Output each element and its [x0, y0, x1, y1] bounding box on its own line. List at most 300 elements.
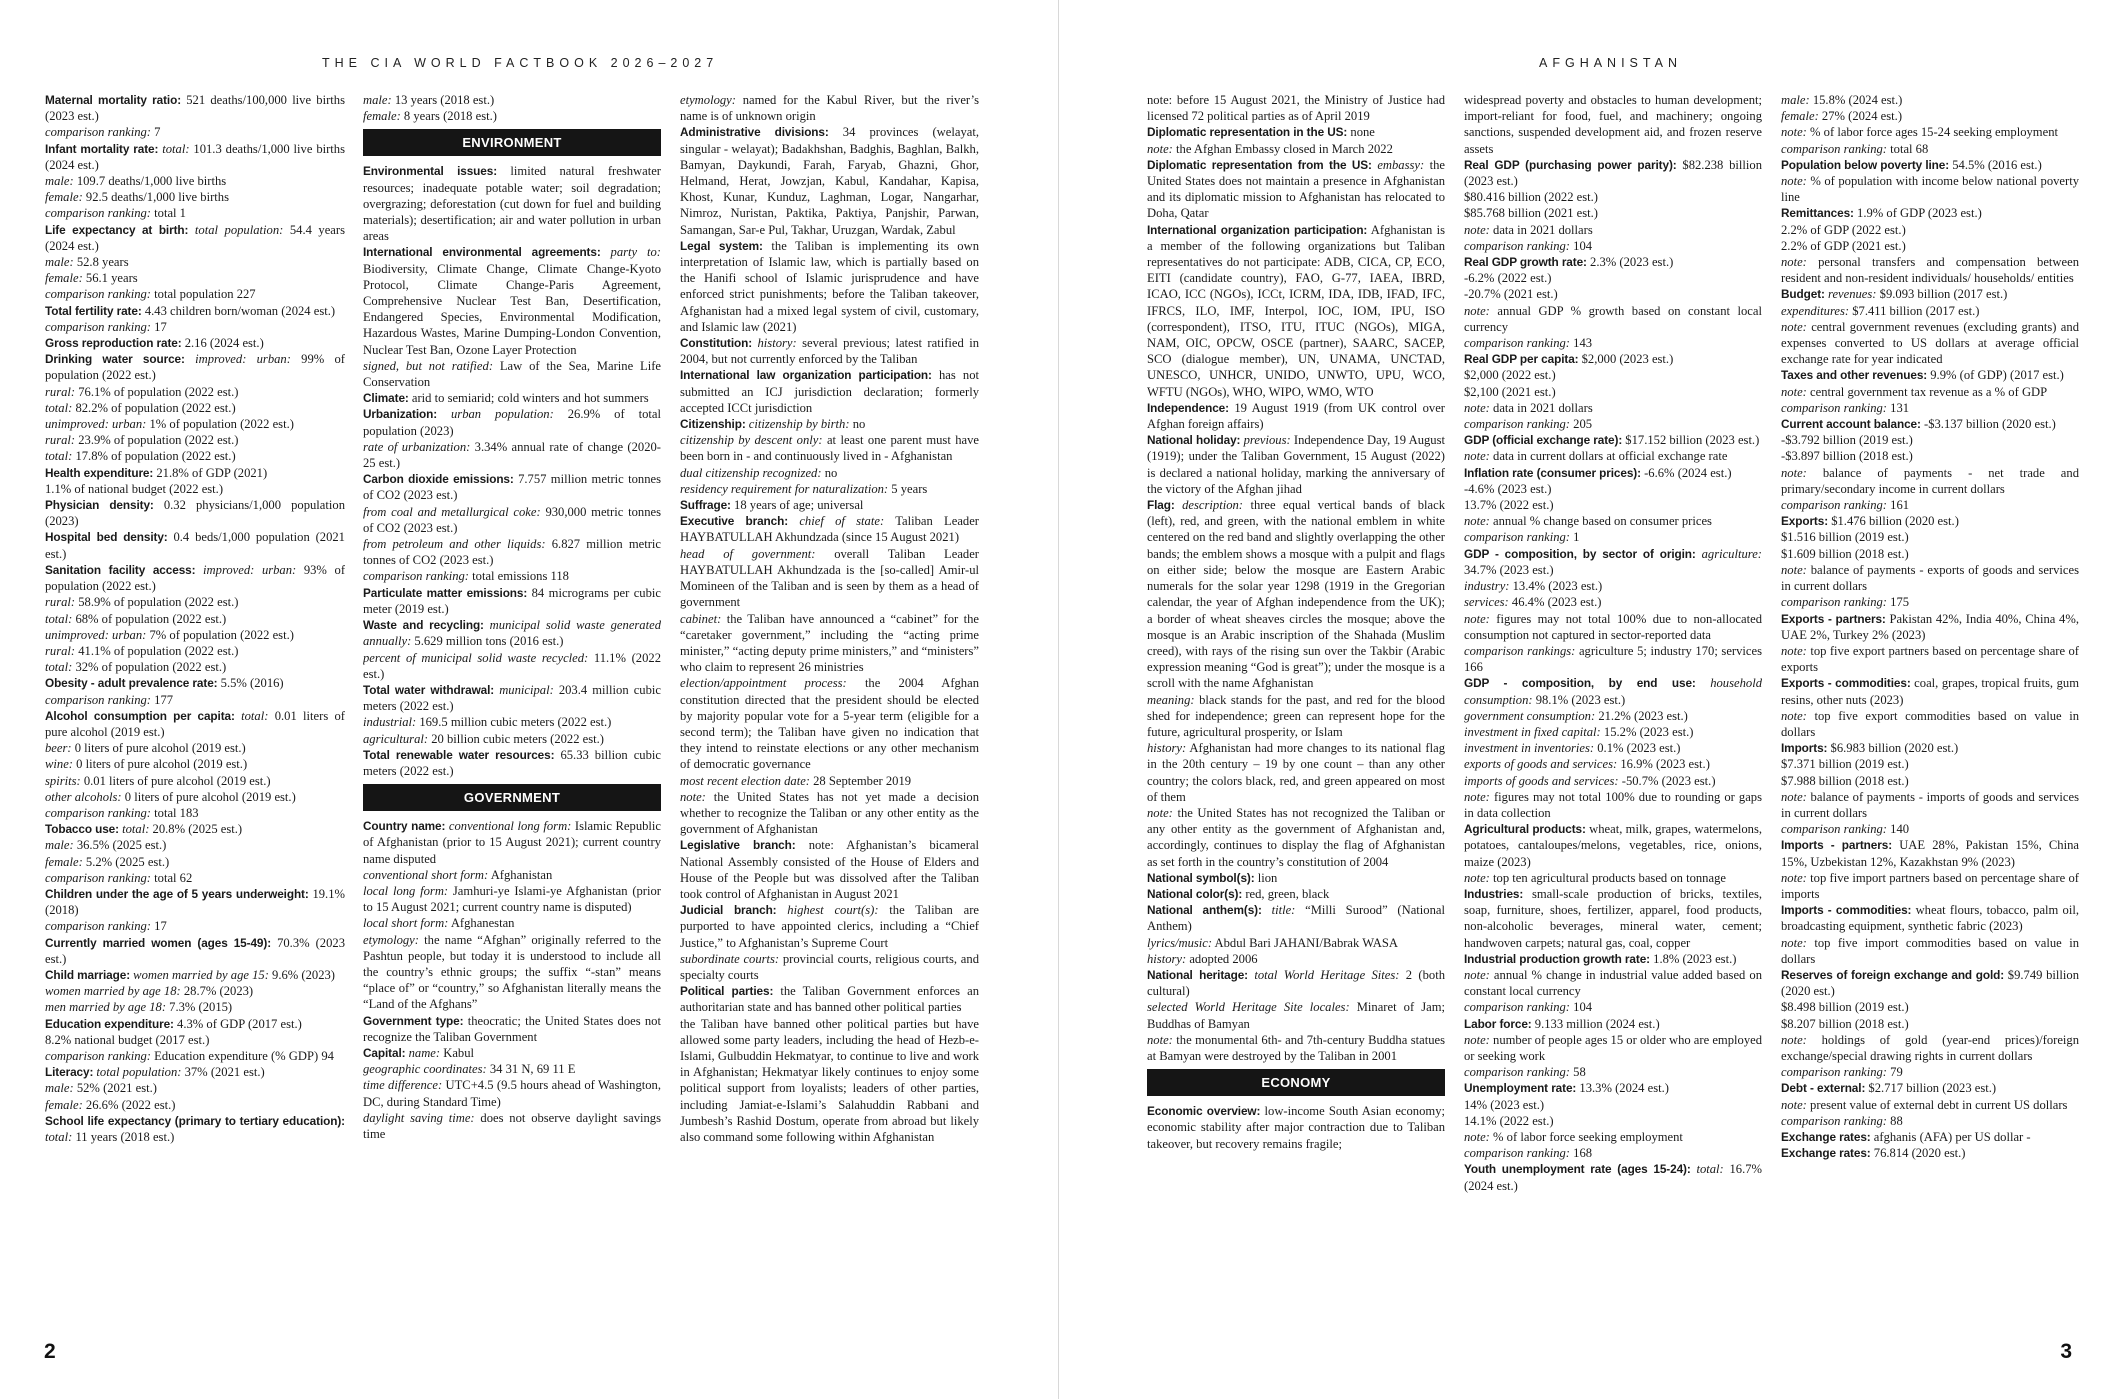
entry-text: $2,000 (2023 est.) [1578, 352, 1674, 367]
entry-detail [45, 999, 345, 1015]
entry-detail [1781, 173, 2079, 205]
entry-sublabel: women married by age 15: [130, 967, 269, 982]
entry-text: 28.7% (2023) [180, 984, 254, 999]
entry-text: red, green, black [1242, 886, 1330, 901]
entry [1781, 1129, 2079, 1145]
entry-label: Exports - partners: [1781, 611, 1886, 626]
entry-text: 23.9% of population (2022 est.) [75, 433, 239, 448]
entry-text: 0 liters of pure alcohol (2019 est.) [71, 741, 246, 756]
entry-detail [1781, 497, 2079, 513]
entry-text: coal, grapes, tropical fruits, gum resins, other nuts (2023) [1781, 676, 2079, 707]
entry-sublabel: history: [1147, 951, 1187, 966]
entry-detail [1464, 400, 1762, 416]
entry-text: 88 [1887, 1113, 1903, 1128]
entry-sublabel: female: [45, 1097, 83, 1112]
entry-text: $9.749 billion (2020 est.) [1781, 967, 2079, 999]
entry-detail [1781, 999, 2079, 1015]
entry-detail [1781, 1113, 2079, 1129]
entry-label: Environmental issues: [363, 164, 498, 179]
entry [45, 708, 345, 740]
entry-label: Judicial branch: [680, 903, 777, 918]
entry-text: $6.983 billion (2020 est.) [1827, 741, 1959, 756]
entry-detail [363, 536, 661, 568]
entry-text: 17 [151, 319, 167, 334]
entry-detail [1464, 481, 1762, 497]
entry-detail [680, 92, 979, 124]
entry-label: National color(s): [1147, 886, 1243, 901]
entry-text: 16.9% (2023 est.) [1617, 757, 1710, 772]
entry-sublabel: total: [118, 822, 150, 837]
entry-detail [363, 439, 661, 471]
entry-text: 104 [1570, 238, 1593, 253]
entry-text: named for the Kabul River, but the river’s name is of unknown origin [680, 93, 979, 124]
entry-sublabel: industry: [1464, 579, 1510, 594]
entry [1464, 465, 1762, 481]
entry-detail [45, 870, 345, 886]
entry-sublabel: citizenship by birth: [745, 417, 850, 432]
entry-detail [45, 627, 345, 643]
entry-text: 3.34% annual rate of change (2020-25 est.) [363, 439, 661, 471]
entry-label: Life expectancy at birth: [45, 222, 189, 237]
entry-sublabel: title: [1261, 903, 1296, 918]
entry-text: $7.411 billion (2017 est.) [1849, 303, 1980, 318]
entry [1147, 124, 1445, 140]
entry-detail [363, 714, 661, 730]
entry-text: 13.3% (2024 est.) [1576, 1081, 1669, 1096]
entry-text: central government tax revenue as a % of GDP [1806, 384, 2048, 399]
entry-detail [1464, 1129, 1762, 1145]
entry-label: Industries: [1464, 886, 1524, 901]
entry-label: Legal system: [680, 238, 763, 253]
entry-sublabel: comparison ranking: [45, 287, 151, 302]
entry-sublabel: total population: [93, 1065, 182, 1080]
entry-text: the United States has not yet made a decision whether to recognize the Taliban or any other entity as the government of Afghanistan [680, 789, 979, 837]
entry-sublabel: note: [1464, 1032, 1490, 1047]
entry [1781, 967, 2079, 999]
entry-label: Executive branch: [680, 514, 789, 529]
entry-detail [363, 504, 661, 536]
entry-sublabel: female: [363, 109, 401, 124]
entry-text: Minaret of Jam; Buddhas of Bamyan [1147, 1000, 1445, 1031]
entry-label: Citizenship: [680, 417, 746, 432]
entry-label: Hospital bed density: [45, 530, 168, 545]
entry-text: Afghanistan had more changes to its national flag in the 20th century – 19 by one count – than any other country; the colors black, red, and green appeared on most of them [1147, 741, 1445, 804]
entry-text: $9.093 billion (2017 est.) [1876, 287, 2008, 302]
entry-detail [45, 983, 345, 999]
entry-text: 58.9% of population (2022 est.) [75, 595, 239, 610]
left-column-3 [680, 92, 979, 1322]
entry-text: 7% of population (2022 est.) [146, 627, 294, 642]
entry [363, 163, 661, 244]
entry-text: 99% of population (2022 est.) [45, 352, 345, 383]
entry-text: black stands for the past, and red for the blood shed for independence; green can represent hope for the future, agricultural prosperity, or Islam [1147, 692, 1445, 739]
entry-detail [1781, 1032, 2079, 1064]
entry-detail [680, 432, 979, 464]
entry-detail [45, 805, 345, 821]
entry-text: several previous; latest ratified in 2004, but not currently enforced by the Taliban [680, 336, 979, 367]
entry-detail [1464, 367, 1762, 383]
entry-detail [1464, 286, 1762, 302]
entry-sublabel: rural: [45, 595, 76, 610]
entry-sublabel: government consumption: [1464, 708, 1596, 723]
entry-detail [1464, 789, 1762, 821]
entry-text: has not submitted an ICJ jurisdiction declaration; formerly accepted ICCt jurisdiction [680, 368, 979, 415]
entry [45, 497, 345, 529]
entry-text: 70.3% (2023 est.) [45, 935, 345, 966]
entry-text: 109.7 deaths/1,000 live births [73, 174, 227, 189]
entry-sublabel: total World Heritage Sites: [1248, 967, 1400, 982]
entry-text: 0 liters of pure alcohol (2019 est.) [121, 789, 296, 804]
entry-text: Law of the Sea, Marine Life Conservation [363, 358, 661, 390]
entry-detail [1464, 529, 1762, 545]
entry-sublabel: daylight saving time: [363, 1110, 475, 1125]
entry [45, 935, 345, 967]
entry-detail [45, 740, 345, 756]
entry-sublabel: note: [1464, 967, 1490, 982]
entry-detail [363, 932, 661, 1013]
entry-sublabel: subordinate courts: [680, 951, 780, 966]
entry-text: % of labor force seeking employment [1489, 1130, 1683, 1144]
entry-text: at least one parent must have been born in - and continuously lived in - Afghanistan [680, 433, 979, 464]
entry-text: -6.2% (2022 est.) [1464, 271, 1552, 286]
entry-sublabel: note: [1781, 643, 1807, 658]
entry [45, 303, 345, 319]
entry-label: Constitution: [680, 336, 753, 351]
entry [1781, 675, 2079, 707]
entry-text: 8 years (2018 est.) [400, 109, 497, 124]
entry-text: note: before 15 August 2021, the Ministry of Justice had licensed 72 political parties as of April 2019 [1147, 93, 1445, 124]
entry-sublabel: exports of goods and services: [1464, 757, 1618, 772]
entry-text: 161 [1887, 498, 1910, 513]
entry-detail [45, 756, 345, 772]
entry-sublabel: wine: [45, 757, 73, 772]
entry-sublabel: municipal: [494, 682, 554, 697]
section-heading: ECONOMY [1147, 1069, 1445, 1096]
entry-text: 11 years (2018 est.) [72, 1130, 175, 1144]
entry-text: 6.827 million metric tonnes of CO2 (2023 est.) [363, 537, 661, 568]
entry-text: Education expenditure (% GDP) 94 [151, 1048, 334, 1063]
entry-sublabel: note: [1464, 1130, 1490, 1144]
entry-detail [45, 837, 345, 853]
entry-detail [680, 481, 979, 497]
entry-sublabel: from petroleum and other liquids: [363, 537, 546, 552]
entry-detail [1781, 124, 2079, 140]
entry-sublabel: comparison ranking: [1781, 1065, 1887, 1080]
entry-label: Sanitation facility access: [45, 562, 196, 577]
entry-label: Real GDP per capita: [1464, 352, 1579, 367]
entry-text: 1 [1570, 530, 1580, 545]
entry-text: 11.1% (2022 est.) [363, 650, 661, 681]
entry-sublabel: comparison ranking: [1464, 417, 1570, 432]
entry-text: 930,000 metric tonnes of CO2 (2023 est.) [363, 504, 661, 535]
entry-text: top five import commodities based on value in dollars [1781, 935, 2079, 966]
entry [363, 617, 661, 649]
entry-text: annual GDP % growth based on constant local currency [1464, 303, 1762, 334]
entry-detail [45, 400, 345, 416]
entry-sublabel: investment in inventories: [1464, 741, 1595, 756]
entry-text: figures may not total 100% due to rounding or gaps in data collection [1464, 789, 1762, 820]
entry-text: 56.1 years [82, 271, 138, 286]
entry-detail [363, 1077, 661, 1109]
right-column-1 [1147, 92, 1445, 1322]
entry-detail [1781, 562, 2079, 594]
entry [45, 335, 345, 351]
entry-sublabel: note: [1781, 1032, 1807, 1047]
entry [1781, 367, 2079, 383]
entry-sublabel: male: [45, 838, 74, 853]
entry-text: note: Afghanistan’s bicameral National Assembly consisted of the House of Elders and House of the People but was dissolved after the Taliban took control of Afghanistan in August 2021 [680, 838, 979, 901]
entry-text: 52% (2021 est.) [73, 1081, 157, 1096]
entry-detail [45, 643, 345, 659]
entry-sublabel: other alcohols: [45, 789, 122, 804]
entry-text: 7.757 million metric tonnes of CO2 (2023 est.) [363, 472, 661, 503]
left-column-1 [45, 92, 345, 1322]
entry-text: Pakistan 42%, India 40%, China 4%, UAE 2%, Turkey 2% (2023) [1781, 611, 2079, 642]
entry-label: Unemployment rate: [1464, 1081, 1577, 1096]
entry-sublabel: comparison ranking: [1781, 1113, 1887, 1128]
entry-detail [45, 1097, 345, 1113]
entry-label: Physician density: [45, 498, 154, 513]
entry [1781, 416, 2079, 432]
entry [1147, 432, 1445, 497]
entry-sublabel: household consumption: [1464, 676, 1762, 707]
entry-text: the Taliban have banned other political parties but have allowed some party leaders, including the head of Hezb-e-Islami, Gulbuddin Hekmatyar, to continue to live and work in Afghanistan; Hekmatyar likely continues to enjoy some political support from loyalists; leaders of other parties, including Jamiat-e-Islami’s Salahuddin Rabbani and Jumbesh’s Rashid Dostum, operate from abroad but likely also command some following within Afghanistan [680, 1016, 979, 1144]
entry [1781, 740, 2079, 756]
entry [680, 902, 979, 951]
entry-label: Economic overview: [1147, 1104, 1261, 1119]
entry-detail [1464, 1145, 1762, 1161]
entry-sublabel: male: [45, 1081, 74, 1096]
entry-text: 36.5% (2025 est.) [73, 838, 167, 853]
entry-text: number of people ages 15 or older who are employed or seeking work [1464, 1032, 1762, 1063]
entry-text: UAE 28%, Pakistan 15%, China 15%, Uzbekistan 12%, Kazakhstan 9% (2023) [1781, 838, 2079, 869]
entry-sublabel: unimproved: urban: [45, 627, 147, 642]
entry-text: -$3.137 billion (2020 est.) [1920, 417, 2056, 432]
entry-label: Infant mortality rate: [45, 141, 159, 156]
entry-detail [363, 1110, 661, 1142]
right-column-3 [1781, 92, 2079, 1322]
entry-sublabel: beer: [45, 741, 72, 756]
entry-text: no [821, 465, 838, 480]
entry-text: the United States does not maintain a presence in Afghanistan and its diplomatic mission to Afghanistan has relocated to Doha, Qatar [1147, 157, 1445, 221]
entry-text: 0.1% (2023 est.) [1594, 741, 1681, 756]
entry-text: Taliban Leader HAYBATULLAH Akhundzada (since 15 August 2021) [680, 514, 979, 545]
entry-detail [1464, 189, 1762, 205]
entry-label: Taxes and other revenues: [1781, 368, 1928, 383]
entry-label: Real GDP growth rate: [1464, 255, 1587, 270]
entry [1147, 400, 1445, 432]
entry-text: $2,100 (2021 est.) [1464, 384, 1556, 399]
entry-detail [45, 254, 345, 270]
entry-text: $2.717 billion (2023 est.) [1865, 1081, 1997, 1096]
entry-label: Government type: [363, 1013, 464, 1028]
entry-label: Legislative branch: [680, 838, 796, 853]
entry-text: 41.1% of population (2022 est.) [75, 643, 239, 658]
entry-text: $2,000 (2022 est.) [1464, 368, 1556, 383]
entry [45, 821, 345, 837]
entry-label: Total water withdrawal: [363, 682, 495, 697]
entry-sublabel: rate of urbanization: [363, 439, 471, 454]
entry [1464, 886, 1762, 951]
entry [680, 497, 979, 513]
entry-text: 54.4 years (2024 est.) [45, 222, 345, 253]
entry-sublabel: comparison ranking: [45, 805, 151, 820]
entry [680, 837, 979, 902]
entry-text: 1.8% (2023 est.) [1650, 951, 1737, 966]
entry-detail [1781, 222, 2079, 238]
entry-detail [1464, 238, 1762, 254]
entry-sublabel: note: [1781, 708, 1807, 723]
entry-sublabel: most recent election date: [680, 773, 810, 788]
entry-text: 9.133 million (2024 est.) [1531, 1016, 1660, 1031]
entry-sublabel: comparison ranking: [45, 692, 151, 707]
entry-text: 203.4 million cubic meters (2022 est.) [363, 682, 661, 714]
entry-detail [45, 611, 345, 627]
entry-text: data in current dollars at official exchange rate [1489, 449, 1728, 464]
entry-sublabel: male: [45, 174, 74, 189]
entry-sublabel: note: [1147, 141, 1173, 156]
entry-sublabel: local long form: [363, 883, 449, 898]
entry-text: % of labor force ages 15-24 seeking employment [1806, 125, 2058, 140]
entry-sublabel: note: [1781, 174, 1807, 189]
entry-text: % of population with income below national poverty line [1781, 174, 2079, 205]
entry-text: -4.6% (2023 est.) [1464, 481, 1552, 496]
entry-text: 2.16 (2024 est.) [181, 336, 264, 351]
entry-sublabel: male: [1781, 93, 1810, 107]
entry-label: Administrative divisions: [680, 125, 829, 140]
entry-sublabel: note: [1464, 303, 1490, 318]
entry-text: the United States has not recognized the Taliban or any other entity as the government of Afghanistan and, accordingly, continues to display the flag of Afghanistan as set forth in the country’s constitution of 2004 [1147, 805, 1445, 869]
entry-label: Exports: [1781, 514, 1829, 529]
entry-sublabel: meaning: [1147, 692, 1195, 707]
entry-text: 104 [1570, 1000, 1593, 1015]
entry-label: Maternal mortality ratio: [45, 93, 182, 107]
entry-sublabel: rural: [45, 384, 76, 399]
entry-sublabel: services: [1464, 595, 1509, 610]
entry-label: National anthem(s): [1147, 903, 1262, 918]
entry [1781, 611, 2079, 643]
entry-detail [45, 692, 345, 708]
entry-detail [1147, 805, 1445, 870]
entry-detail [680, 773, 979, 789]
entry-text: 14% (2023 est.) [1464, 1097, 1545, 1112]
entry-text: figures may not total 100% due to non-allocated consumption not captured in sector-reported data [1464, 611, 1762, 642]
entry-label: Labor force: [1464, 1016, 1532, 1031]
entry-text: 131 [1887, 400, 1910, 415]
entry-sublabel: total population: [188, 222, 284, 237]
entry-text: UTC+4.5 (9.5 hours ahead of Washington, DC, during Standard Time) [363, 1078, 661, 1109]
entry [1464, 1161, 1762, 1193]
entry-sublabel: citizenship by descent only: [680, 433, 823, 448]
entry-detail [1464, 513, 1762, 529]
entry-sublabel: comparison ranking: [45, 125, 151, 140]
entry [45, 141, 345, 173]
entry-sublabel: head of government: [680, 546, 816, 561]
entry-text: 2.2% of GDP (2022 est.) [1781, 222, 1906, 237]
entry-detail [1781, 1064, 2079, 1080]
entry-text: 21.8% of GDP (2021) [153, 465, 268, 480]
entry-label: Children under the age of 5 years underweight: [45, 886, 309, 901]
entry-detail [1464, 740, 1762, 756]
entry [1147, 886, 1445, 902]
entry-detail [1781, 303, 2079, 319]
entry-detail [1781, 789, 2079, 821]
entry-text: top five export partners based on percentage share of exports [1781, 643, 2079, 675]
entry-detail [363, 92, 661, 108]
entry-text: small-scale production of bricks, textiles, soap, furniture, shoes, fertilizer, apparel, food products, non-alcoholic beverages, mineral water, cement; handwoven carpets; natural gas, coal, copper [1464, 886, 1762, 950]
entry-text: total emissions 118 [469, 569, 569, 584]
entry-sublabel: total: [1690, 1162, 1724, 1177]
entry-sublabel: note: [1781, 870, 1807, 885]
entry-label: Obesity - adult prevalence rate: [45, 676, 218, 691]
entry-text: theocratic; the United States does not recognize the Taliban Government [363, 1013, 661, 1044]
entry-text: 9.6% (2023) [268, 967, 335, 982]
entry [1464, 432, 1762, 448]
entry [45, 967, 345, 983]
entry-detail [363, 915, 661, 931]
entry-text: $1.476 billion (2020 est.) [1828, 514, 1959, 529]
entry-text: 101.3 deaths/1,000 live births (2024 est.) [45, 141, 345, 172]
entry-detail [45, 432, 345, 448]
entry-sublabel: etymology: [363, 932, 419, 947]
entry-text: 7 [151, 125, 161, 140]
entry-detail [680, 789, 979, 838]
entry-label: Remittances: [1781, 206, 1854, 221]
entry-text: no [849, 417, 866, 432]
entry-sublabel: comparison ranking: [45, 206, 151, 221]
entry-sublabel: total: [234, 708, 269, 723]
entry-text: the Taliban are purported to have appointed clerics, including a “Chief Justice,” to Afghanistan’s Supreme Court [680, 903, 979, 950]
entry-detail [1464, 594, 1762, 610]
entry-label: Carbon dioxide emissions: [363, 472, 514, 487]
entry-detail [45, 448, 345, 464]
entry-text: 2.2% of GDP (2021 est.) [1781, 238, 1906, 253]
entry-label: Youth unemployment rate (ages 15-24): [1464, 1162, 1691, 1177]
entry-detail [1464, 335, 1762, 351]
entry-label: Particulate matter emissions: [363, 585, 528, 600]
entry-detail [45, 789, 345, 805]
entry-detail [363, 883, 661, 915]
entry-detail [45, 270, 345, 286]
entry-text: Jamhuri-ye Islami-ye Afghanistan (prior to 15 August 2021; current country name is disputed) [363, 883, 661, 915]
entry-detail [1781, 546, 2079, 562]
entry-detail [363, 1061, 661, 1077]
entry-sublabel: note: [1781, 384, 1807, 399]
entry [1464, 157, 1762, 189]
entry-text: top five import partners based on percentage share of imports [1781, 870, 2079, 901]
entry [45, 465, 345, 481]
entry-text: total 183 [151, 805, 199, 820]
entry-text: afghanis (AFA) per US dollar - [1870, 1130, 2031, 1144]
entry-text: 79 [1887, 1065, 1903, 1080]
entry-sublabel: note: [1464, 222, 1490, 237]
entry-detail [1781, 92, 2079, 108]
entry-sublabel: comparison ranking: [1781, 141, 1887, 156]
entry-sublabel: embassy: [1371, 157, 1425, 172]
entry-sublabel: rural: [45, 643, 76, 658]
entry-detail [680, 611, 979, 676]
entry [45, 1064, 345, 1080]
entry [1147, 222, 1445, 400]
page-number: 2 [44, 1340, 56, 1363]
entry-detail [1781, 238, 2079, 254]
entry [45, 1016, 345, 1032]
entry-detail [1781, 465, 2079, 497]
entry-text: adopted 2006 [1186, 951, 1258, 966]
entry-text: $8.498 billion (2019 est.) [1781, 1000, 1909, 1015]
entry-sublabel: note: [1464, 449, 1490, 464]
entry-detail [1781, 708, 2079, 740]
